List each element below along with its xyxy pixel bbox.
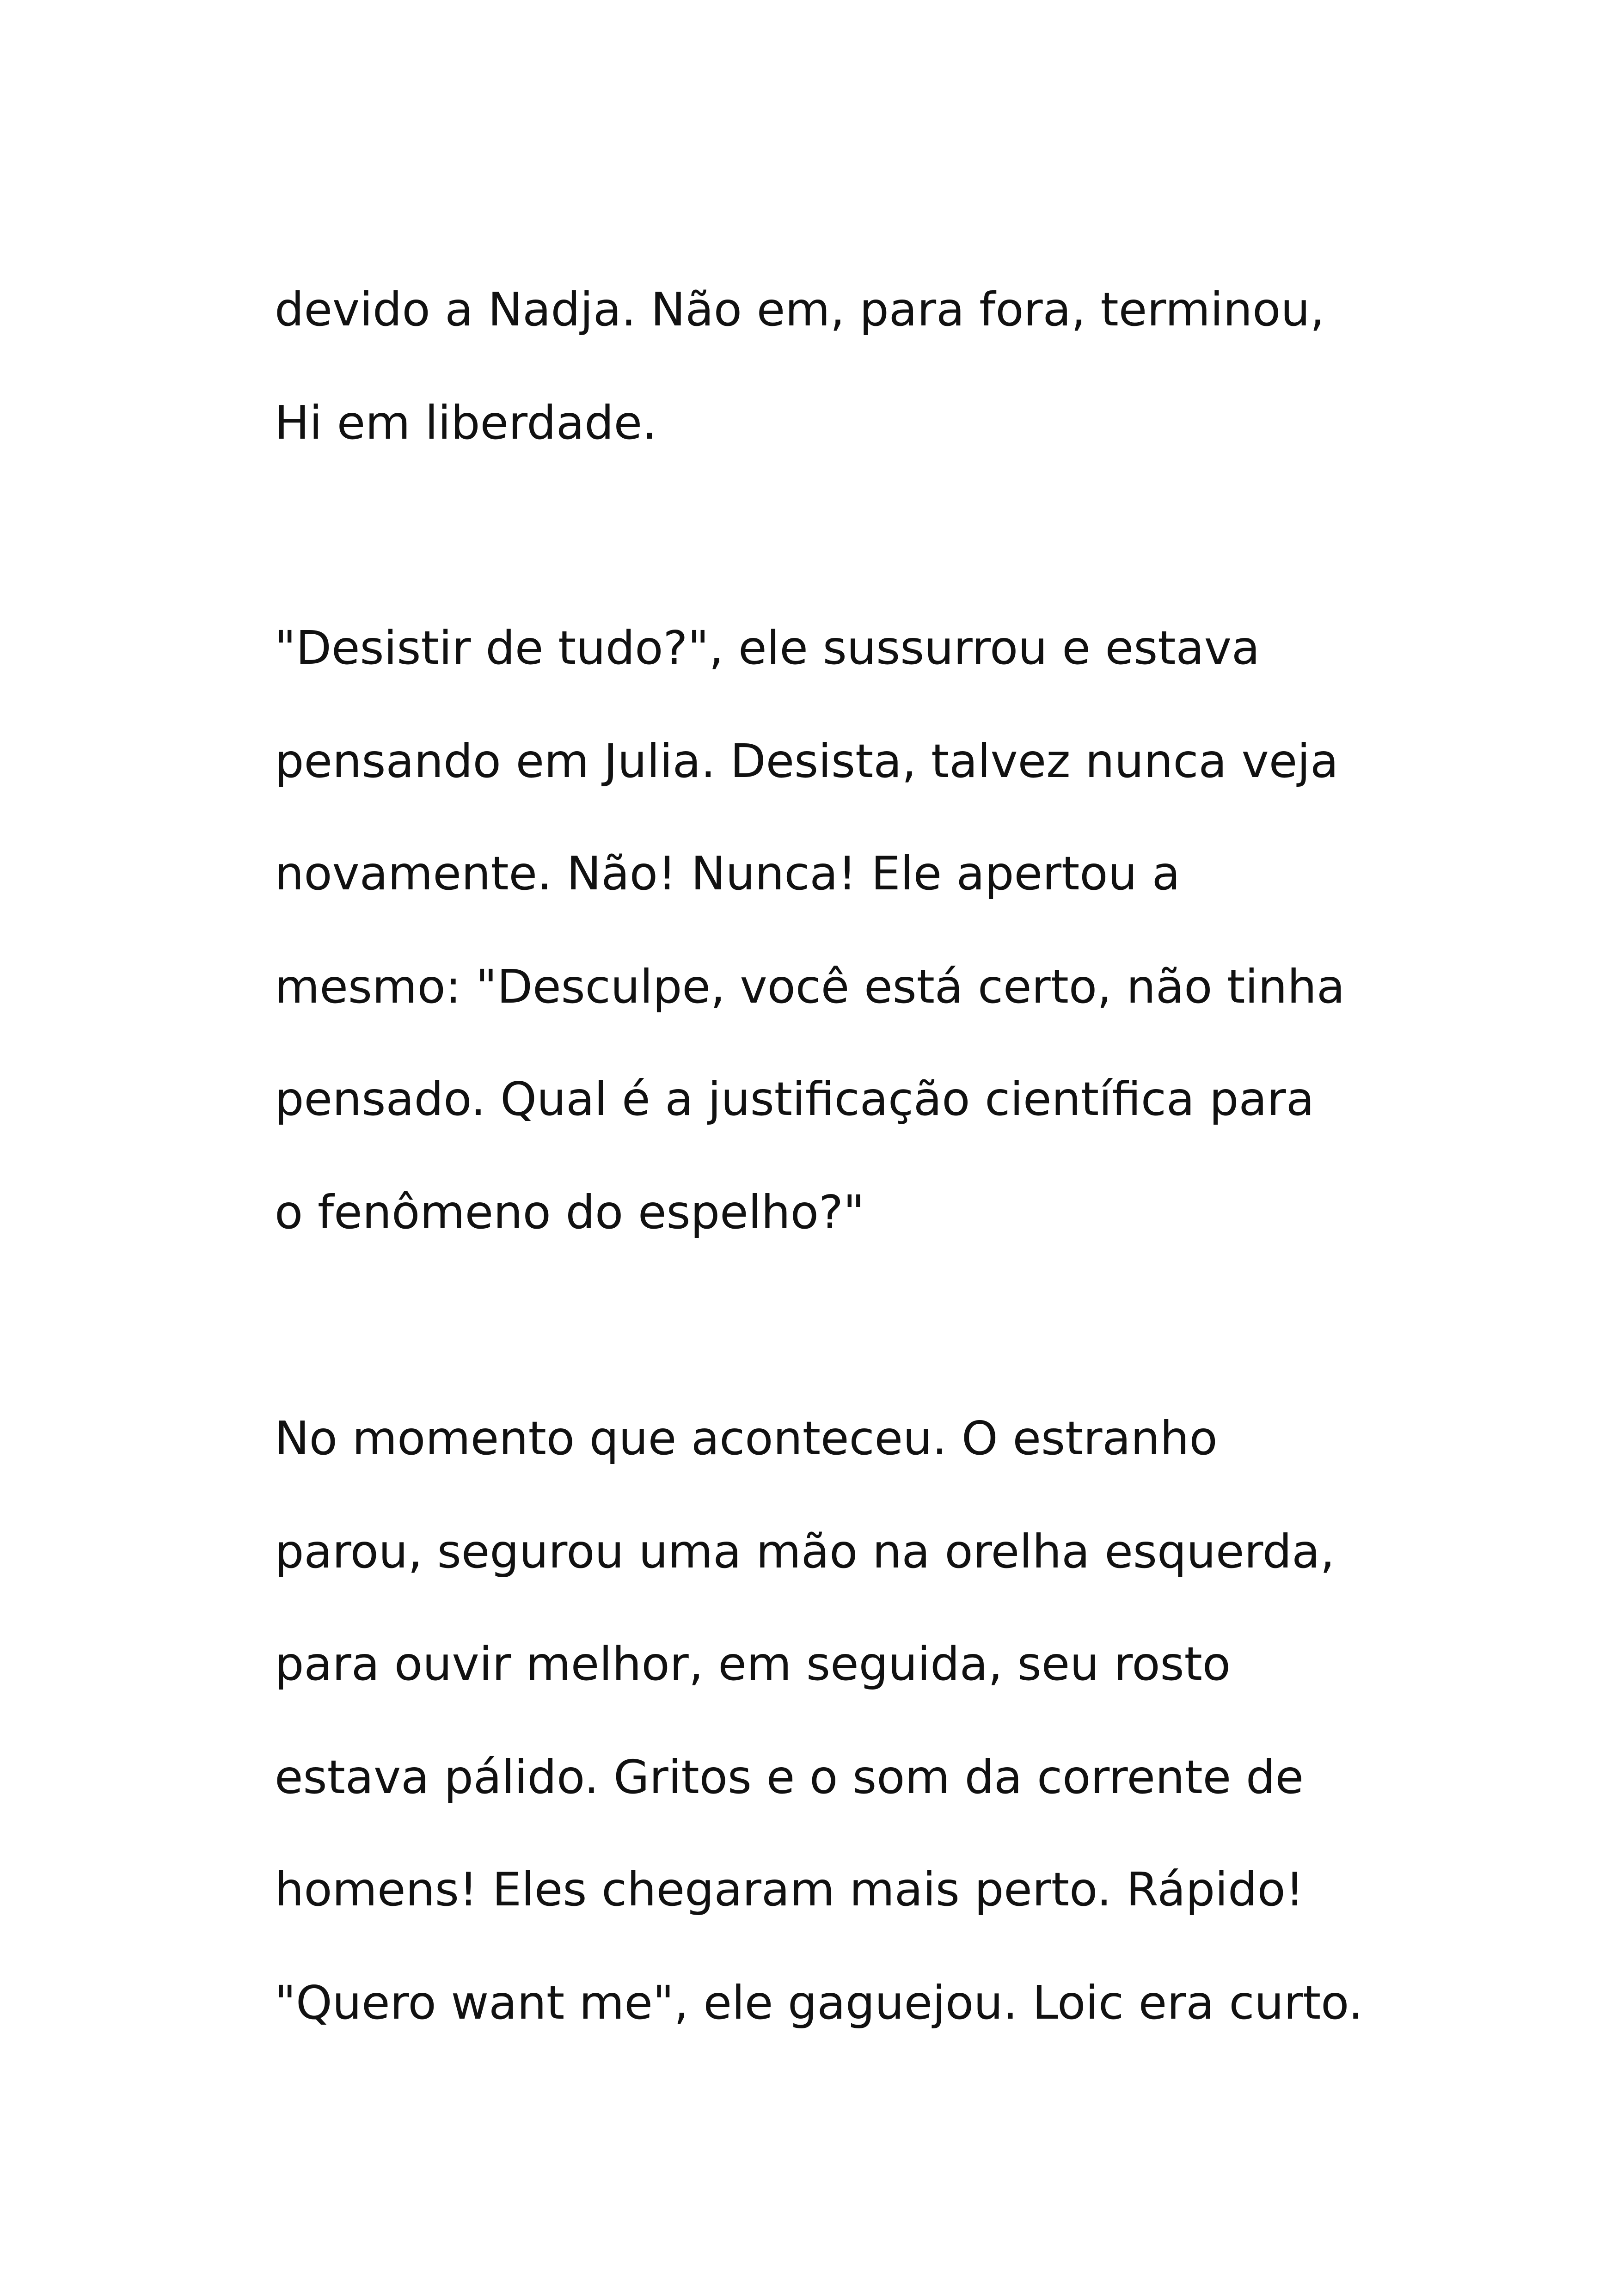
text-line: Hi em liberdade.	[275, 396, 657, 450]
text-line: para ouvir melhor, em seguida, seu rosto	[275, 1637, 1231, 1691]
text-line: novamente. Não! Nunca! Ele apertou a	[275, 846, 1180, 900]
text-line: "Desistir de tudo?", ele sussurrou e estava	[275, 621, 1260, 675]
text-line: "Quero want me", ele gaguejou. Loic era curto.	[275, 1976, 1363, 2030]
text-line: pensando em Julia. Desista, talvez nunca veja	[275, 734, 1339, 788]
text-line: devido a Nadja. Não em, para fora, terminou,	[275, 282, 1325, 337]
text-line: parou, segurou uma mão na orelha esquerda,	[275, 1525, 1335, 1579]
text-line: estava pálido. Gritos e o som da corrente de	[275, 1750, 1304, 1804]
text-line: homens! Eles chegaram mais perto. Rápido!	[275, 1862, 1304, 1916]
text-line: mesmo: "Desculpe, você está certo, não tinha	[275, 960, 1345, 1014]
text-line: No momento que aconteceu. O estranho	[275, 1411, 1218, 1465]
text-line: pensado. Qual é a justificação científica para	[275, 1072, 1315, 1126]
text-line: o fenômeno do espelho?"	[275, 1185, 865, 1239]
